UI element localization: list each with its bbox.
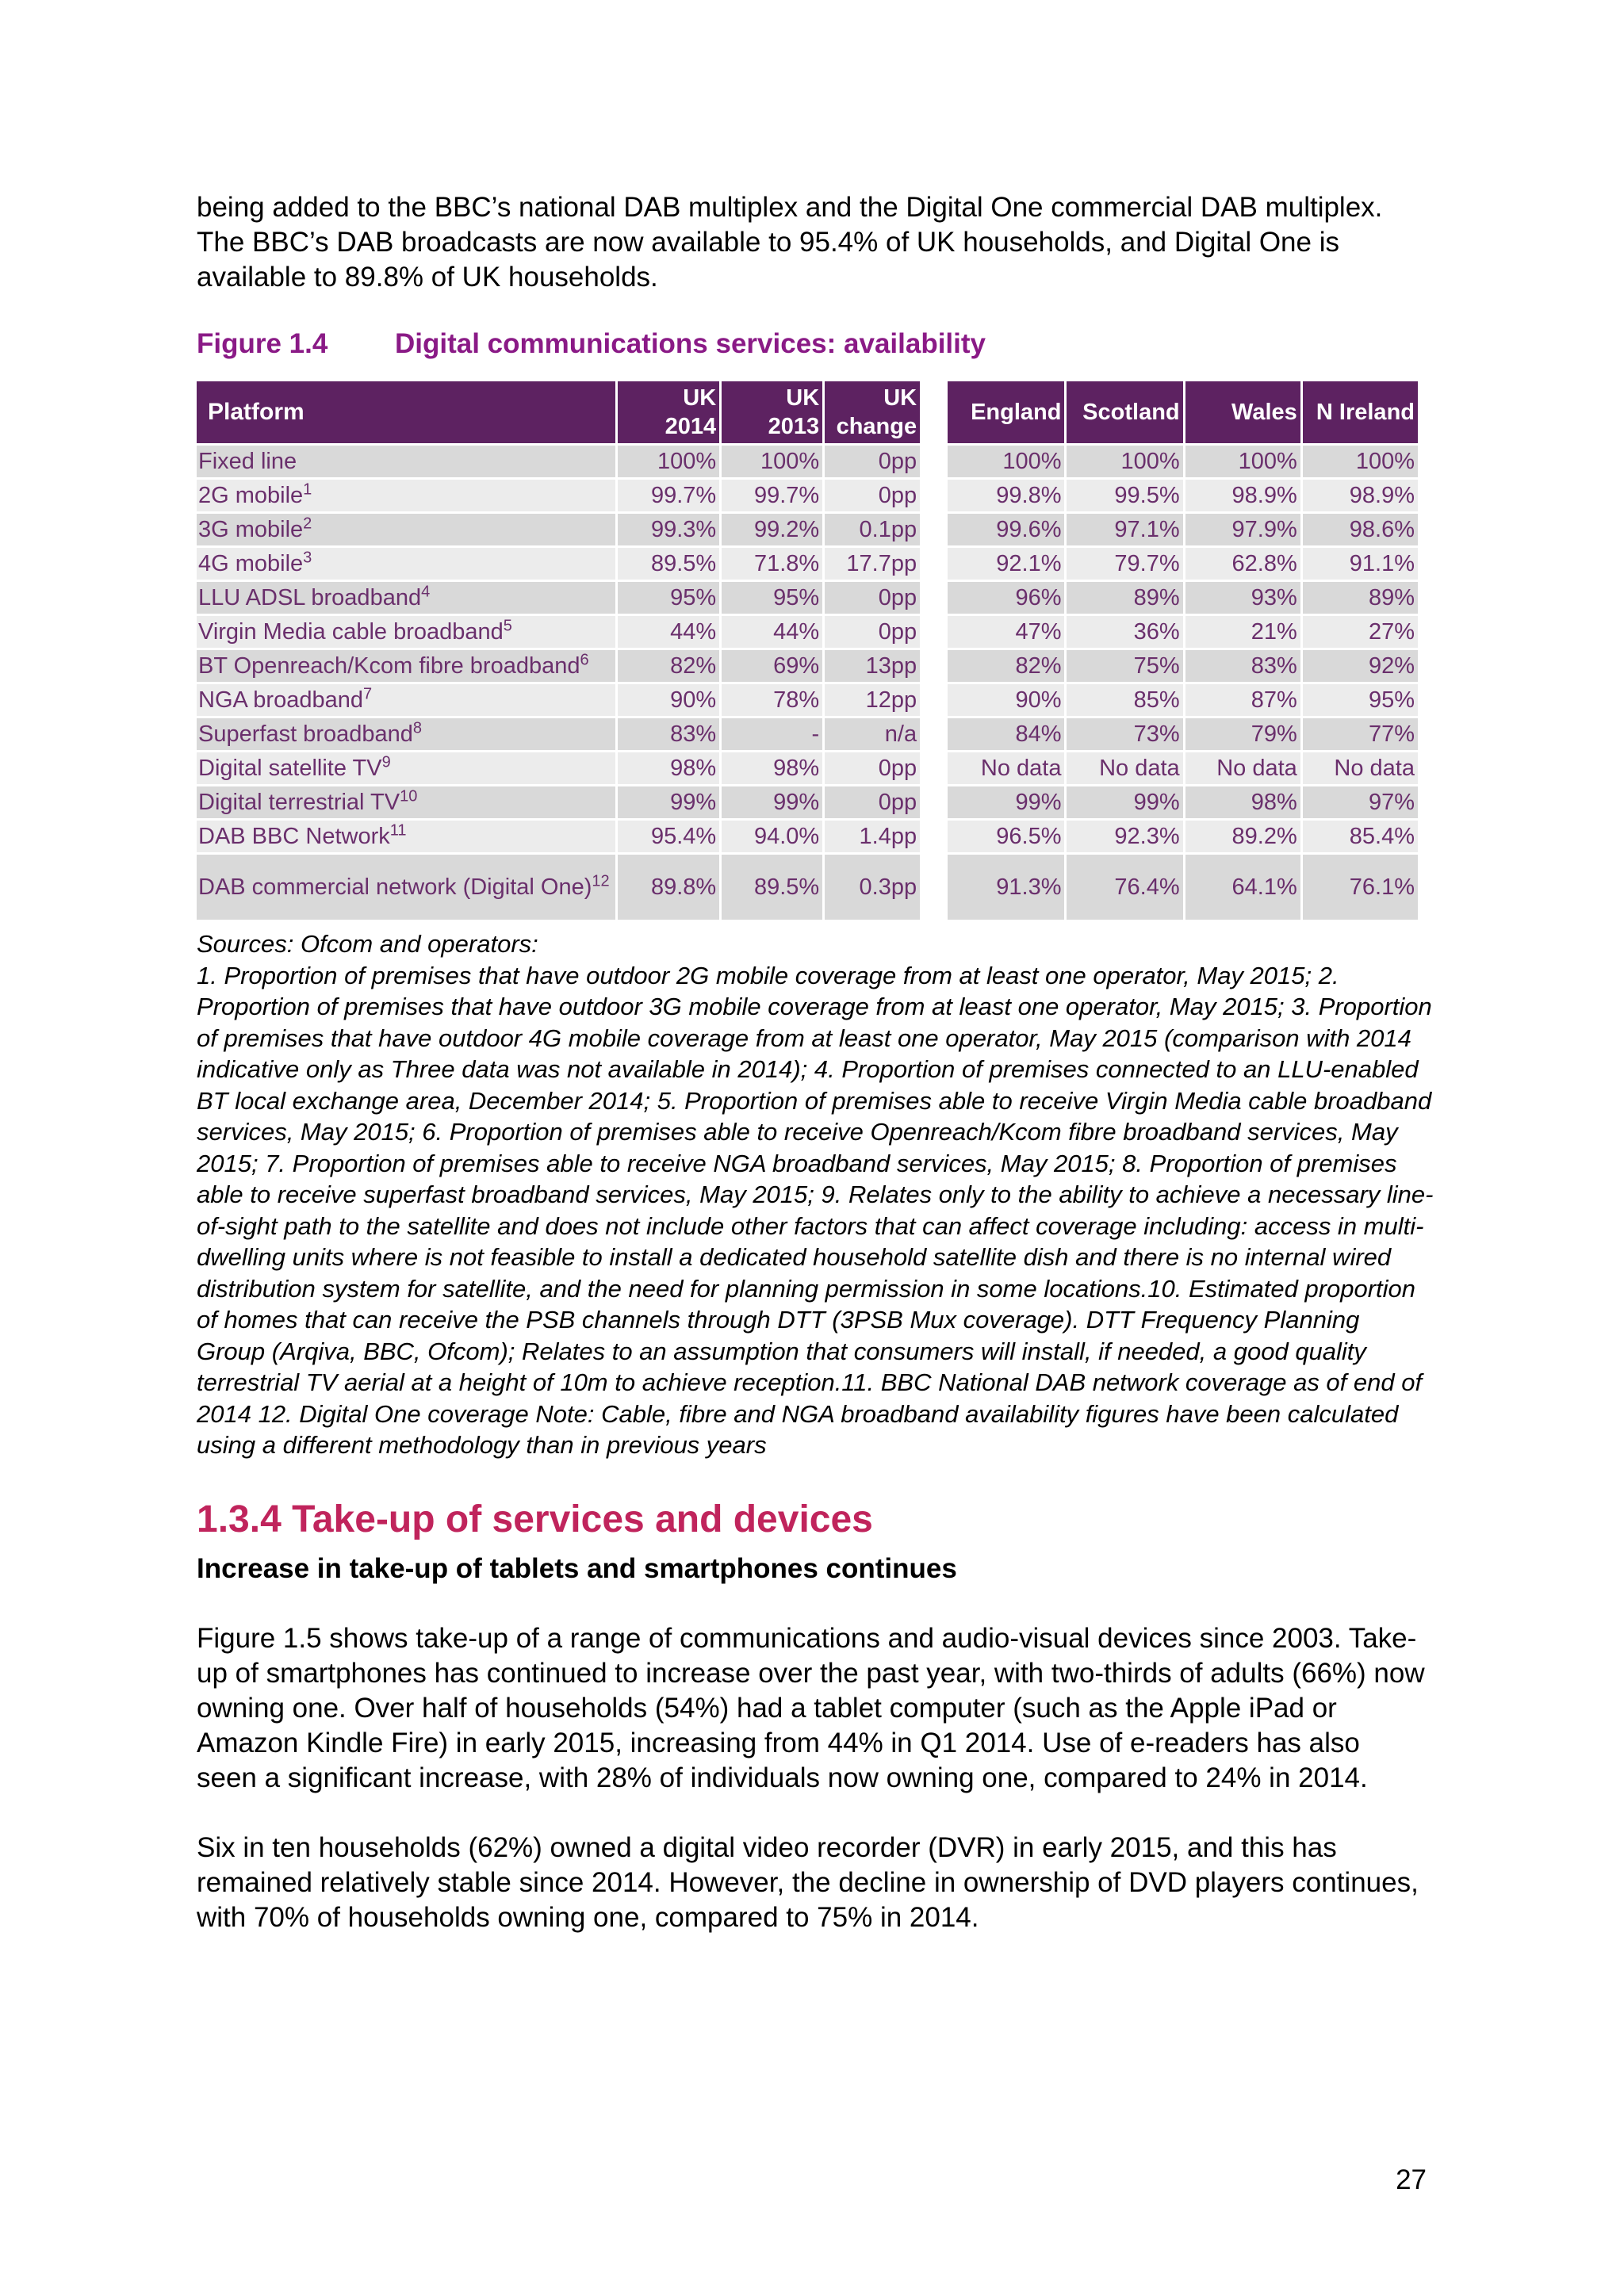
cell-wales: 100% <box>1185 446 1300 477</box>
header-uk-change: UK change <box>825 381 920 443</box>
table-header-row <box>197 381 1418 443</box>
cell-uk-2013: 99.7% <box>722 480 822 511</box>
cell-england: 92.1% <box>948 548 1064 580</box>
cell-n-ireland: 98.9% <box>1303 480 1418 511</box>
column-spacer <box>922 718 945 750</box>
cell-uk-2013: 94.0% <box>722 821 822 852</box>
cell-uk-2013: - <box>722 718 822 750</box>
row-label: Virgin Media cable broadband$^5$ <box>197 616 615 648</box>
cell-scotland: 75% <box>1067 650 1182 682</box>
cell-wales: 89.2% <box>1185 821 1300 852</box>
footnote-marker: 7 <box>362 685 373 703</box>
footnote-marker: 11 <box>389 821 407 840</box>
cell-uk-change: 0pp <box>825 752 920 784</box>
cell-uk-2014: 89.8% <box>618 855 719 920</box>
table-row <box>197 582 1418 614</box>
row-label: LLU ADSL broadband$^4$ <box>197 582 615 614</box>
row-label: Digital terrestrial TV$^{10}$ <box>197 786 615 818</box>
cell-england: 99.6% <box>948 514 1064 545</box>
cell-n-ireland: 95% <box>1303 684 1418 716</box>
footnote-marker: 9 <box>381 753 391 771</box>
cell-uk-change: 0pp <box>825 582 920 614</box>
cell-uk-2013: 99% <box>722 786 822 818</box>
cell-uk-change: 17.7pp <box>825 548 920 580</box>
section-subheading: Increase in take-up of tablets and smartphones continues <box>197 1552 957 1584</box>
intro-paragraph: being added to the BBC’s national DAB multiplex and the Digital One commercial DAB multiplex. The BBC’s DAB broadcasts are now available to 95.4% of UK households, and Digital One is available to 89.8% of UK households. <box>197 192 1383 293</box>
page-content <box>197 190 1434 1935</box>
sources-body: 1. Proportion of premises that have outdoor 2G mobile coverage from at least one operator, May 2015; 2. Proportion of premises that have outdoor 3G mobile coverage from at least one operator, May 2015; 3. Proportion of premises that have outdoor 4G mobile coverage from at least one operator, May 2015 (comparison with 2014 indicative only as Three data was not available in 2014); 4. Proportion of premises connected to an LLU-enabled BT local exchange area, December 2014; 5. Proportion of premises able to receive Virgin Media cable broadband services, May 2015; 6. Proportion of premises able to receive Openreach/Kcom fibre broadband services, May 2015; 7. Proportion of premises able to receive NGA broadband services, May 2015; 8. Proportion of premises able to receive superfast broadband services, May 2015; 9. Relates only to the ability to achieve a necessary line-of-sight path to the satellite and does not include other factors that can affect coverage including: access in multi-dwelling units where is not feasible to install a dedicated household satellite dish and there is no internal wired distribution system for satellite, and the need for planning permission in some locations.10. Estimated proportion of homes that can receive the PSB channels through DTT (3PSB Mux coverage). DTT Frequency Planning Group (Arqiva, BBC, Ofcom); Relates to an assumption that consumers will install, if needed, a good quality terrestrial TV aerial at a height of 10m to achieve reception.11. BBC National DAB network coverage as of end of 2014 12. Digital One coverage Note: Cable, fibre and NGA broadband availability figures have been calculated using a different methodology than in previous years <box>197 961 1434 1459</box>
column-spacer <box>922 684 945 716</box>
row-label: Superfast broadband$^8$ <box>197 718 615 750</box>
header-england: England <box>948 381 1064 443</box>
footnote-marker: 12 <box>592 872 610 890</box>
footnote-marker: 6 <box>580 651 589 669</box>
header-spacer <box>922 381 945 443</box>
row-label: Digital satellite $TV^9$ <box>197 752 615 784</box>
cell-uk-2013: 71.8% <box>722 548 822 580</box>
footnote-marker: 8 <box>412 719 422 737</box>
paragraph-1: Figure 1.5 shows take-up of a range of communications and audio-visual devices since 2003. Take-up of smartphones has continued to increase over the past year, with two-thirds of adults (66%) now owning one. Over half of households (54%) had a tablet computer (such as the Apple iPad or Amazon Kindle Fire) in early 2015, increasing from 44% in Q1 2014. Use of e-readers has also seen a significant increase, with 28% of individuals now owning one, compared to 24% in 2014. <box>197 1622 1425 1793</box>
cell-n-ireland: 77% <box>1303 718 1418 750</box>
table-row <box>197 446 1418 477</box>
cell-scotland: 79.7% <box>1067 548 1182 580</box>
cell-uk-2014: 98% <box>618 752 719 784</box>
availability-table <box>194 379 1420 922</box>
cell-scotland: 36% <box>1067 616 1182 648</box>
cell-uk-2014: 83% <box>618 718 719 750</box>
cell-uk-2013: 69% <box>722 650 822 682</box>
cell-wales: 79% <box>1185 718 1300 750</box>
footnote-marker: 2 <box>303 515 312 533</box>
row-label: 3G mobile$^2$ <box>197 514 615 545</box>
cell-n-ireland: 100% <box>1303 446 1418 477</box>
cell-uk-2014: 99% <box>618 786 719 818</box>
table-row <box>197 650 1418 682</box>
cell-uk-change: 0pp <box>825 616 920 648</box>
header-n-ireland: N Ireland <box>1303 381 1418 443</box>
cell-scotland: 99.5% <box>1067 480 1182 511</box>
cell-uk-change: 12pp <box>825 684 920 716</box>
cell-uk-2013: 98% <box>722 752 822 784</box>
cell-n-ireland: 85.4% <box>1303 821 1418 852</box>
cell-scotland: 97.1% <box>1067 514 1182 545</box>
cell-n-ireland: 76.1% <box>1303 855 1418 920</box>
cell-wales: 87% <box>1185 684 1300 716</box>
row-label: DAB commercial network (Digital One)$^{12}$ <box>197 855 615 920</box>
cell-wales: 64.1% <box>1185 855 1300 920</box>
footnote-marker: 4 <box>421 583 431 601</box>
cell-uk-2013: 44% <box>722 616 822 648</box>
column-spacer <box>922 616 945 648</box>
cell-england: 90% <box>948 684 1064 716</box>
table-row <box>197 548 1418 580</box>
row-label: DAB BBC Network$^{11}$ <box>197 821 615 852</box>
cell-uk-2014: 90% <box>618 684 719 716</box>
page-number: 27 <box>1396 2164 1427 2195</box>
cell-uk-2014: 100% <box>618 446 719 477</box>
cell-scotland: 92.3% <box>1067 821 1182 852</box>
column-spacer <box>922 446 945 477</box>
cell-uk-2013: 99.2% <box>722 514 822 545</box>
cell-uk-2013: 95% <box>722 582 822 614</box>
paragraph-2: Six in ten households (62%) owned a digital video recorder (DVR) in early 2015, and this has remained relatively stable since 2014. However, the decline in ownership of DVD players continues, with 70% of households owning one, compared to 75% in 2014. <box>197 1831 1419 1933</box>
cell-n-ireland: 89% <box>1303 582 1418 614</box>
cell-uk-2013: 100% <box>722 446 822 477</box>
column-spacer <box>922 582 945 614</box>
cell-england: 84% <box>948 718 1064 750</box>
cell-england: 100% <box>948 446 1064 477</box>
section-heading: 1.3.4 Take-up of services and devices <box>197 1498 873 1540</box>
cell-england: 47% <box>948 616 1064 648</box>
footnote-marker: 5 <box>503 617 512 635</box>
table-row <box>197 855 1418 920</box>
cell-scotland: 100% <box>1067 446 1182 477</box>
cell-scotland: 73% <box>1067 718 1182 750</box>
header-platform: Platform <box>197 381 615 443</box>
column-spacer <box>922 821 945 852</box>
cell-scotland: 85% <box>1067 684 1182 716</box>
column-spacer <box>922 752 945 784</box>
row-label: BT Openreach/Kcom fibre broadband$^6$ <box>197 650 615 682</box>
cell-n-ireland: No data <box>1303 752 1418 784</box>
cell-n-ireland: 27% <box>1303 616 1418 648</box>
cell-uk-2014: 99.7% <box>618 480 719 511</box>
cell-scotland: No data <box>1067 752 1182 784</box>
cell-uk-change: 0pp <box>825 446 920 477</box>
cell-england: 96% <box>948 582 1064 614</box>
cell-uk-change: n/a <box>825 718 920 750</box>
column-spacer <box>922 548 945 580</box>
sources-heading: Sources: Ofcom and operators: <box>197 930 538 958</box>
cell-n-ireland: 91.1% <box>1303 548 1418 580</box>
cell-wales: No data <box>1185 752 1300 784</box>
row-label: Fixed line <box>197 446 615 477</box>
table-row <box>197 616 1418 648</box>
header-uk-2014: UK 2014 <box>618 381 719 443</box>
cell-uk-change: 13pp <box>825 650 920 682</box>
row-label: 4G mobile$^3$ <box>197 548 615 580</box>
table-row <box>197 480 1418 511</box>
cell-n-ireland: 98.6% <box>1303 514 1418 545</box>
table-row <box>197 514 1418 545</box>
cell-england: 82% <box>948 650 1064 682</box>
header-uk-2013: UK 2013 <box>722 381 822 443</box>
cell-england: 91.3% <box>948 855 1064 920</box>
cell-uk-2014: 82% <box>618 650 719 682</box>
cell-uk-2013: 89.5% <box>722 855 822 920</box>
row-label: NGA broadband$^7$ <box>197 684 615 716</box>
cell-wales: 93% <box>1185 582 1300 614</box>
cell-scotland: 99% <box>1067 786 1182 818</box>
figure-caption <box>197 327 1426 362</box>
footnote-marker: 1 <box>303 480 312 499</box>
cell-england: 99.8% <box>948 480 1064 511</box>
cell-uk-2013: 78% <box>722 684 822 716</box>
cell-wales: 97.9% <box>1185 514 1300 545</box>
cell-uk-change: 0pp <box>825 786 920 818</box>
cell-wales: 83% <box>1185 650 1300 682</box>
column-spacer <box>922 650 945 682</box>
cell-scotland: 76.4% <box>1067 855 1182 920</box>
figure-number: Figure 1.4 <box>197 328 328 359</box>
cell-uk-2014: 95.4% <box>618 821 719 852</box>
cell-uk-change: 1.4pp <box>825 821 920 852</box>
cell-uk-change: 0.1pp <box>825 514 920 545</box>
cell-england: 99% <box>948 786 1064 818</box>
cell-uk-2014: 95% <box>618 582 719 614</box>
header-wales: Wales <box>1185 381 1300 443</box>
cell-wales: 21% <box>1185 616 1300 648</box>
cell-wales: 98.9% <box>1185 480 1300 511</box>
cell-uk-2014: 99.3% <box>618 514 719 545</box>
footnote-marker: 3 <box>303 549 312 567</box>
cell-n-ireland: 97% <box>1303 786 1418 818</box>
table-row <box>197 786 1418 818</box>
cell-uk-2014: 44% <box>618 616 719 648</box>
cell-england: 96.5% <box>948 821 1064 852</box>
column-spacer <box>922 480 945 511</box>
table-row <box>197 718 1418 750</box>
cell-uk-change: 0pp <box>825 480 920 511</box>
cell-england: No data <box>948 752 1064 784</box>
footnote-marker: 10 <box>400 787 418 806</box>
cell-uk-2014: 89.5% <box>618 548 719 580</box>
cell-scotland: 89% <box>1067 582 1182 614</box>
row-label: 2G mobile$^1$ <box>197 480 615 511</box>
column-spacer <box>922 855 945 920</box>
cell-uk-change: 0.3pp <box>825 855 920 920</box>
table-row <box>197 684 1418 716</box>
cell-n-ireland: 92% <box>1303 650 1418 682</box>
table-body <box>197 446 1418 920</box>
header-scotland: Scotland <box>1067 381 1182 443</box>
column-spacer <box>922 514 945 545</box>
table-row <box>197 752 1418 784</box>
sources-notes <box>197 928 1434 1461</box>
table-row <box>197 821 1418 852</box>
figure-title: Digital communications services: availability <box>395 328 986 359</box>
column-spacer <box>922 786 945 818</box>
cell-wales: 62.8% <box>1185 548 1300 580</box>
cell-wales: 98% <box>1185 786 1300 818</box>
